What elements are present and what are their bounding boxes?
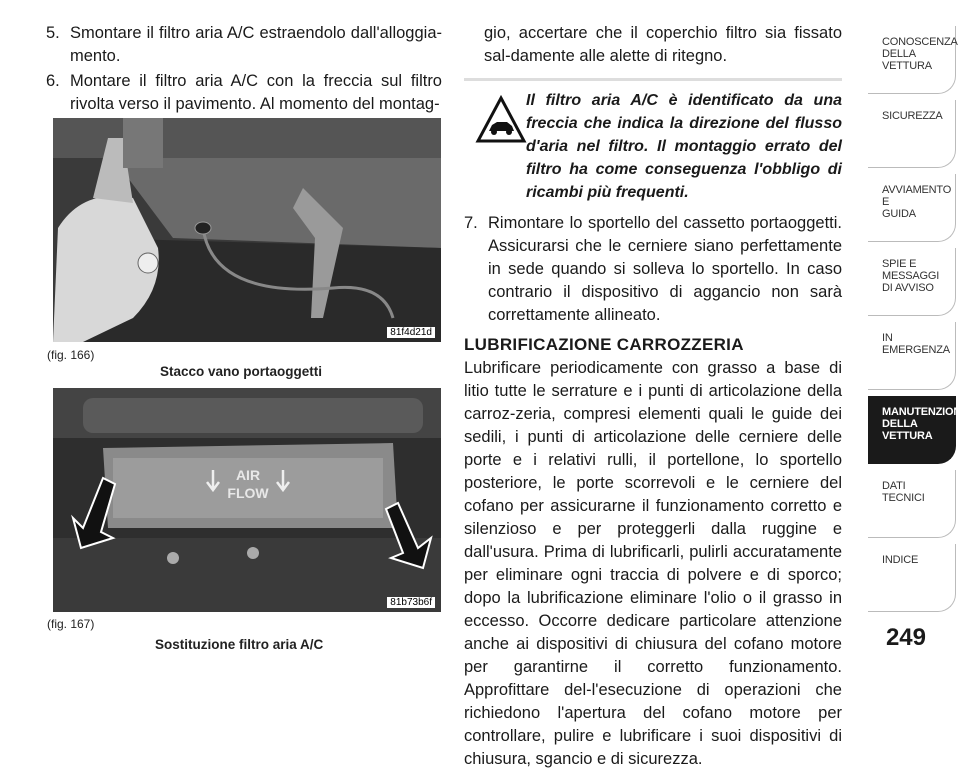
figure-caption: Sostituzione filtro aria A/C	[155, 637, 324, 652]
chapter-tab-avviamento[interactable]: AVVIAMENTO E GUIDA	[868, 174, 956, 242]
step-text: Montare il filtro aria A/C con la freccia sul filtro rivolta verso il pavimento. Al momento del montag-	[70, 72, 442, 113]
sticker-text-air: AIR	[235, 467, 261, 483]
sticker-text-flow: FLOW	[227, 485, 269, 501]
figure-code: 81b73b6f	[387, 597, 435, 608]
step-number: 7.	[464, 214, 478, 232]
chapter-tab-dati-tecnici[interactable]: DATI TECNICI	[868, 470, 956, 538]
chapter-tab-conoscenza[interactable]: CONOSCENZA DELLA VETTURA	[868, 26, 956, 94]
chapter-tab-emergenza[interactable]: IN EMERGENZA	[868, 322, 956, 390]
figure-166-photo	[53, 118, 441, 342]
chapter-tab-sicurezza[interactable]: SICUREZZA	[868, 100, 956, 168]
step-text: Smontare il filtro aria A/C estraendolo dall'alloggia-mento.	[70, 24, 442, 65]
chapter-tab-indice[interactable]: INDICE	[868, 544, 956, 612]
step-6	[46, 70, 442, 116]
chapter-sidebar	[868, 26, 968, 618]
right-column	[464, 22, 842, 771]
car-warning-icon	[476, 95, 526, 145]
left-column	[46, 22, 442, 116]
section-heading: LUBRIFICAZIONE CARROZZERIA	[464, 335, 744, 354]
figure-167-photo	[53, 388, 441, 612]
air-filter-photo-illustration	[53, 388, 441, 612]
section-body: Lubrificare periodicamente con grasso a base di litio tutte le serrature e i punti di articolazione della carroz-zeria, compresi elementi quali le guide dei sedili, i punti di articolazione delle cerniere delle porte e i relativi rulli, il portellone, lo sportello posteriore, le porte scorrevoli e le cerniere del cofano per assicurarne il funzionamento corretto e silenzioso e per proteggerli dalla ruggine e dall'usura. Prima di lubrificarli, pulirli accuratamente per eliminare ogni traccia di polvere e di sporco; dopo la lubrificazione eliminare l'olio o il grasso in eccesso. Occorre dedicare particolare attenzione anche ai dispositivi di chiusura del cofano motore per garantirne il corretto funzionamento. Approfittare del-l'esecuzione di operazioni che richiedono l'apertura del cofano motore per controllare, pulire e lubrificare i suoi dispositivi di chiusura, sgancio e di sicurezza.	[464, 359, 842, 768]
glovebox-photo-illustration	[53, 118, 441, 342]
page-number: 249	[885, 624, 926, 651]
step-5	[46, 22, 442, 68]
continuation-text: gio, accertare che il coperchio filtro sia fissato sal-damente alle alette di ritegno.	[484, 24, 842, 65]
figure-number: (fig. 167)	[47, 617, 95, 631]
chapter-tab-spie[interactable]: SPIE E MESSAGGI DI AVVISO	[868, 248, 956, 316]
step-number: 5.	[46, 24, 60, 42]
figure-code: 81f4d21d	[387, 327, 435, 338]
step-7	[464, 212, 842, 327]
warning-text: Il filtro aria A/C è identificato da una freccia che indica la direzione del flusso d'aria nel filtro. Il montaggio errato del filtro ha come conseguenza l'obbligo di ricambi più frequenti.	[526, 92, 842, 201]
warning-box	[464, 78, 842, 204]
figure-number: (fig. 166)	[47, 348, 95, 362]
figure-caption: Stacco vano portaoggetti	[160, 364, 323, 379]
chapter-tab-manutenzione[interactable]: MANUTENZIONE DELLA VETTURA	[868, 396, 956, 464]
step-text: Rimontare lo sportello del cassetto portaoggetti. Assicurarsi che le cerniere siano perfettamente in sede quando si solleva lo sportello. In caso contrario il dispositivo di aggancio non sarà correttamente allineato.	[488, 214, 842, 324]
step-number: 6.	[46, 72, 60, 90]
